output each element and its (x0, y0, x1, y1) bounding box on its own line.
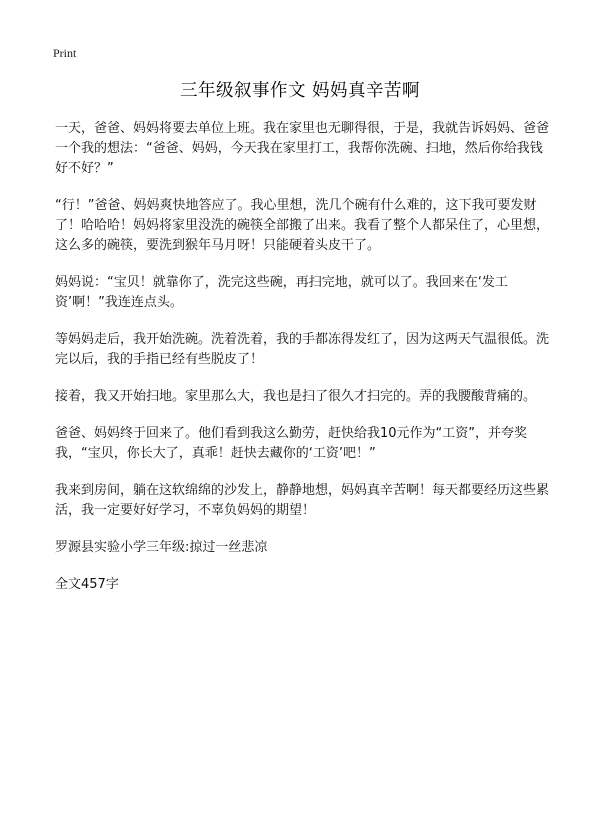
author-line: 罗源县实验小学三年级:掠过一丝悲凉 (55, 540, 268, 555)
paragraph-7: 我来到房间，躺在这软绵绵的沙发上，静静地想，妈妈真辛苦啊！每天都要经历这些累活，我一定要好好学习，不辜负妈妈的期望！ (55, 483, 550, 518)
paragraph-2: “行！”爸爸、妈妈爽快地答应了。我心里想，洗几个碗有什么难的，这下我可要发财了！哈哈哈！妈妈将家里没洗的碗筷全部搬了出来。我看了整个人都呆住了，心里想，这么多的碗筷，要洗到猴年马月呀！只能硬着头皮干了。 (55, 198, 550, 253)
paragraph-5: 接着，我又开始扫地。家里那么大，我也是扫了很久才扫完的。弄的我腰酸背痛的。 (55, 389, 537, 404)
print-label: Print (53, 46, 77, 60)
paragraph-3: 妈妈说：“宝贝！就靠你了，洗完这些碗，再扫完地，就可以了。我回来在‘发工资’啊！”我连连点头。 (55, 275, 508, 310)
paragraph-4: 等妈妈走后，我开始洗碗。洗着洗着，我的手都冻得发红了，因为这两天气温很低。洗完以后，我的手指已经有些脱皮了！ (55, 332, 550, 367)
paragraph-1: 一天，爸爸、妈妈将要去单位上班。我在家里也无聊得很，于是，我就告诉妈妈、爸爸一个我的想法：“爸爸、妈妈，今天我在家里打工，我帮你洗碗、扫地，然后你给我钱好不好？” (55, 121, 550, 176)
paragraph-6: 爸爸、妈妈终于回来了。他们看到我这么勤劳，赶快给我10元作为“工资”，并夸奖我，“宝贝，你长大了，真乖！赶快去藏你的‘工资’吧！” (55, 426, 528, 461)
article-title: 三年级叙事作文 妈妈真辛苦啊 (179, 81, 421, 101)
word-count: 全文457字 (55, 577, 119, 592)
article-body (55, 119, 551, 612)
